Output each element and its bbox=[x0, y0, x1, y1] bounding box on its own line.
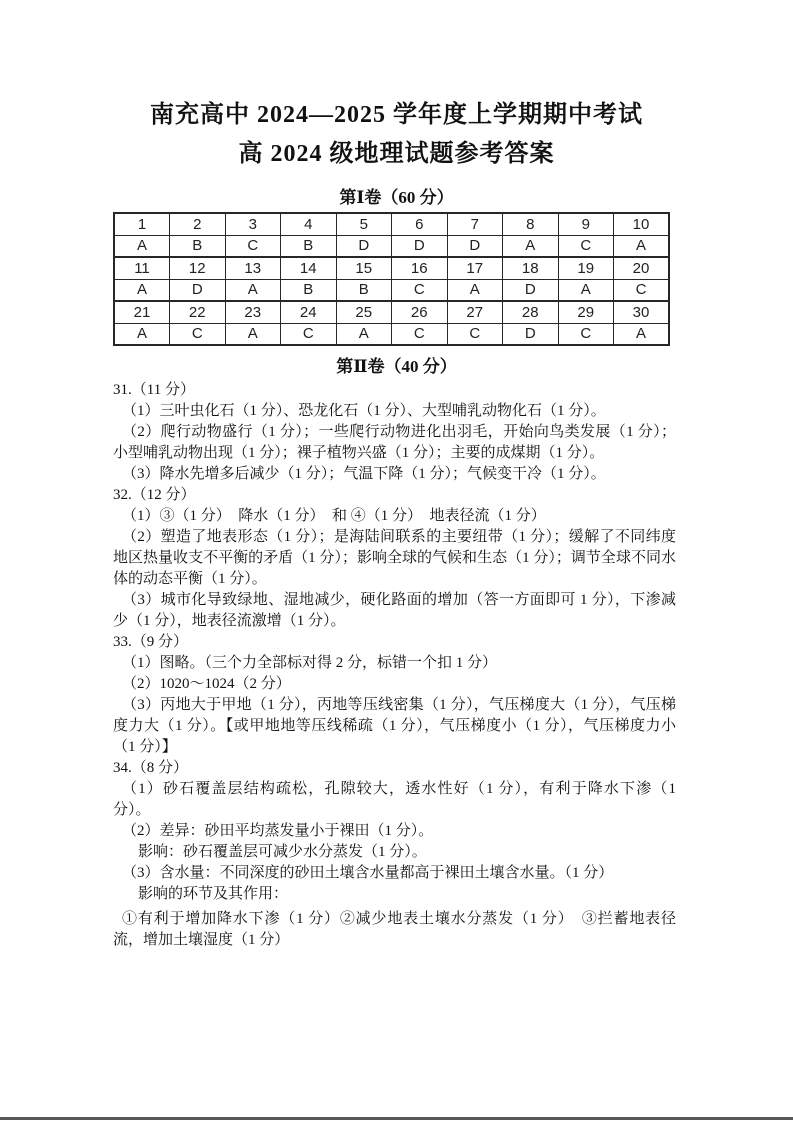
table-cell: A bbox=[503, 235, 559, 257]
answer-line: 33.（9 分） bbox=[113, 634, 189, 650]
table-cell: A bbox=[114, 323, 170, 345]
table-cell: 21 bbox=[114, 301, 170, 323]
page-bottom-rule bbox=[0, 1117, 793, 1120]
answer-line: （1）图略。（三个力全部标对得 2 分，标错一个扣 1 分） bbox=[122, 655, 498, 671]
answer-table bbox=[113, 212, 670, 346]
table-cell: 2 bbox=[170, 213, 226, 235]
part1-heading: 第Ⅰ卷（60 分） bbox=[339, 188, 454, 207]
table-cell: B bbox=[170, 235, 226, 257]
table-cell: 3 bbox=[225, 213, 281, 235]
table-cell: 22 bbox=[170, 301, 226, 323]
table-cell: 6 bbox=[392, 213, 448, 235]
table-cell: C bbox=[558, 323, 614, 345]
answer-line: ①有利于增加降水下渗（1 分）②减少地表土壤水分蒸发（1 分） ③拦蓄地表径流，增加土壤湿度（1 分） bbox=[113, 911, 676, 948]
table-row-answers bbox=[114, 279, 669, 301]
table-cell: A bbox=[114, 235, 170, 257]
table-cell: 23 bbox=[225, 301, 281, 323]
table-cell: 19 bbox=[558, 257, 614, 279]
table-cell: C bbox=[447, 323, 503, 345]
answer-line: 影响：砂石覆盖层可减少水分蒸发（1 分）。 bbox=[138, 844, 427, 860]
table-cell: C bbox=[392, 323, 448, 345]
answer-line: （2）爬行动物盛行（1 分）；一些爬行动物进化出羽毛，开始向鸟类发展（1 分）；小型哺乳动物出现（1 分）；裸子植物兴盛（1 分）；主要的成煤期（1 分）。 bbox=[113, 424, 676, 461]
table-cell: 25 bbox=[336, 301, 392, 323]
answer-line: （2）1020～1024（2 分） bbox=[122, 676, 291, 692]
table-cell: B bbox=[281, 235, 337, 257]
answer-line: （2）差异：砂田平均蒸发量小于裸田（1 分）。 bbox=[122, 823, 434, 839]
page-subtitle: 高 2024 级地理试题参考答案 bbox=[238, 141, 555, 167]
table-cell: 28 bbox=[503, 301, 559, 323]
table-cell: 5 bbox=[336, 213, 392, 235]
table-cell: 18 bbox=[503, 257, 559, 279]
table-cell: D bbox=[392, 235, 448, 257]
table-row-question_numbers bbox=[114, 213, 669, 235]
table-cell: A bbox=[614, 235, 670, 257]
table-cell: C bbox=[558, 235, 614, 257]
table-cell: A bbox=[225, 279, 281, 301]
answer-line: （1）③（1 分） 降水（1 分） 和 ④（1 分） 地表径流（1 分） bbox=[122, 508, 546, 524]
table-cell: 10 bbox=[614, 213, 670, 235]
table-row-question_numbers bbox=[114, 301, 669, 323]
table-cell: 14 bbox=[281, 257, 337, 279]
answer-line: 31.（11 分） bbox=[113, 382, 195, 398]
answer-line: 影响的环节及其作用： bbox=[138, 886, 289, 902]
table-cell: 15 bbox=[336, 257, 392, 279]
table-cell: 9 bbox=[558, 213, 614, 235]
table-cell: B bbox=[336, 279, 392, 301]
table-cell: 8 bbox=[503, 213, 559, 235]
table-cell: 17 bbox=[447, 257, 503, 279]
table-cell: 30 bbox=[614, 301, 670, 323]
answer-line: （3）丙地大于甲地（1 分），丙地等压线密集（1 分），气压梯度大（1 分），气压梯度力大（1 分）。【或甲地地等压线稀疏（1 分），气压梯度小（1 分），气压梯度力小（1 分）】 bbox=[113, 697, 676, 755]
table-cell: A bbox=[558, 279, 614, 301]
table-cell: 11 bbox=[114, 257, 170, 279]
answer-line: 32.（12 分） bbox=[113, 487, 196, 503]
table-cell: 24 bbox=[281, 301, 337, 323]
table-cell: 29 bbox=[558, 301, 614, 323]
table-cell: 1 bbox=[114, 213, 170, 235]
table-cell: D bbox=[503, 323, 559, 345]
table-cell: A bbox=[225, 323, 281, 345]
table-row-answers bbox=[114, 235, 669, 257]
table-cell: A bbox=[336, 323, 392, 345]
answers-section bbox=[113, 380, 676, 951]
page-title: 南充高中 2024—2025 学年度上学期期中考试 bbox=[150, 102, 643, 128]
part2-heading: 第Ⅱ卷（40 分） bbox=[336, 357, 457, 376]
table-cell: C bbox=[170, 323, 226, 345]
table-cell: C bbox=[614, 279, 670, 301]
answer-line: （2）塑造了地表形态（1 分）；是海陆间联系的主要纽带（1 分）；缓解了不同纬度地区热量收支不平衡的矛盾（1 分）；影响全球的气候和生态（1 分）；调节全球不同水体的动态平衡（1 分）。 bbox=[113, 529, 676, 587]
table-cell: A bbox=[447, 279, 503, 301]
table-cell: 20 bbox=[614, 257, 670, 279]
table-cell: D bbox=[170, 279, 226, 301]
table-cell: C bbox=[281, 323, 337, 345]
table-row-answers bbox=[114, 323, 669, 345]
table-cell: 4 bbox=[281, 213, 337, 235]
table-cell: 7 bbox=[447, 213, 503, 235]
table-cell: 12 bbox=[170, 257, 226, 279]
answer-line: （3）含水量：不同深度的砂田土壤含水量都高于裸田土壤含水量。（1 分） bbox=[122, 865, 614, 881]
table-cell: A bbox=[114, 279, 170, 301]
table-cell: 27 bbox=[447, 301, 503, 323]
table-cell: A bbox=[614, 323, 670, 345]
answer-line: （3）降水先增多后减少（1 分）；气温下降（1 分）；气候变干冷（1 分）。 bbox=[122, 466, 606, 482]
table-cell: D bbox=[447, 235, 503, 257]
answer-line: 34.（8 分） bbox=[113, 760, 189, 776]
answer-line: （3）城市化导致绿地、湿地减少，硬化路面的增加（答一方面即可 1 分），下渗减少（1 分），地表径流激增（1 分）。 bbox=[113, 592, 676, 629]
table-cell: 13 bbox=[225, 257, 281, 279]
table-cell: 26 bbox=[392, 301, 448, 323]
table-cell: 16 bbox=[392, 257, 448, 279]
table-cell: D bbox=[503, 279, 559, 301]
table-cell: B bbox=[281, 279, 337, 301]
table-cell: D bbox=[336, 235, 392, 257]
table-cell: C bbox=[392, 279, 448, 301]
title-block bbox=[0, 0, 793, 174]
table-cell: C bbox=[225, 235, 281, 257]
answer-table-body bbox=[114, 213, 669, 345]
answer-line: （1）三叶虫化石（1 分）、恐龙化石（1 分）、大型哺乳动物化石（1 分）。 bbox=[122, 403, 606, 419]
answer-line: （1）砂石覆盖层结构疏松，孔隙较大，透水性好（1 分），有利于降水下渗（1 分）。 bbox=[113, 781, 676, 818]
table-row-question_numbers bbox=[114, 257, 669, 279]
